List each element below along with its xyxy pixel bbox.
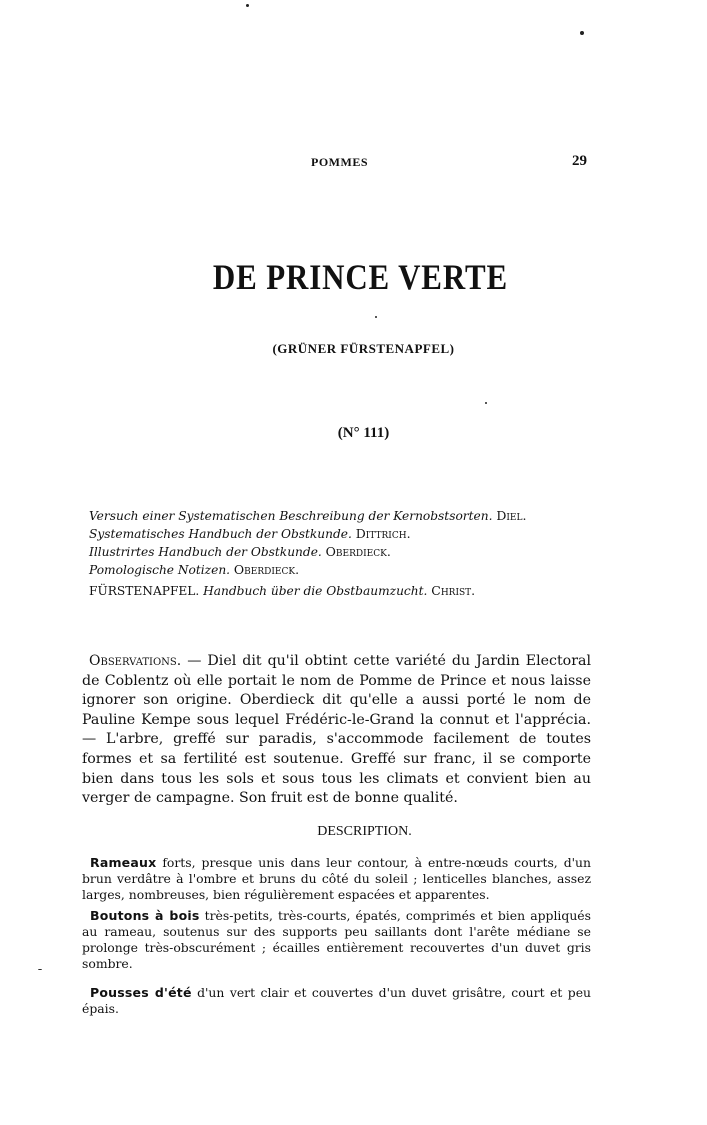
reference-author: Diel. (496, 508, 527, 523)
reference-item (89, 582, 609, 600)
variety-title: DE PRINCE VERTE (212, 257, 508, 297)
description-term: Pousses d'été (90, 985, 192, 1000)
scan-speck (375, 316, 377, 318)
page-number: 29 (572, 153, 587, 169)
description-text: d'un vert clair et couvertes d'un duvet grisâtre, court et peu épais. (82, 985, 592, 1016)
running-head (0, 155, 707, 175)
reference-author: Christ. (431, 583, 476, 598)
reference-item (89, 507, 609, 525)
bibliography (89, 507, 609, 600)
reference-work: Systematisches Handbuch der Obstkunde. (89, 527, 352, 541)
reference-author: Oberdieck. (325, 544, 391, 559)
scan-speck (580, 31, 584, 35)
description-term: Boutons à bois (90, 908, 200, 923)
reference-work: Handbuch über die Obstbaumzucht. (203, 584, 428, 598)
reference-work: Illustrirtes Handbuch der Obstkunde. (89, 545, 322, 559)
reference-author: Dittrich. (355, 526, 411, 541)
reference-synonym: FÜRSTENAPFEL. (89, 584, 200, 598)
observations-label: Observations. (89, 653, 182, 669)
observations-text: — Diel dit qu'il obtint cette variété du Jardin Electoral de Coblentz où elle portait le nom de Pomme de Prince et nous laisse ignorer son origine. Oberdieck dit qu'elle a aussi porté le nom de Pauline Kempe sous lequel Frédéric-le-Grand la connut et l'apprécia. — L'arbre, greffé sur paradis, s'accommode facilement de toutes formes et sa fertilité est soutenue. Greffé sur franc, il se comporte bien dans tous les sols et sous tous les climats et convient bien au verger de campagne. Son fruit est de bonne qualité. (82, 653, 591, 807)
description-text: forts, presque unis dans leur contour, à entre-nœuds courts, d'un brun verdâtre à l'ombre et bruns du côté du soleil ; lenticelles blanches, assez larges, nombreuses, bien régulièrement espacées et apparentes. (82, 855, 591, 902)
reference-item (89, 525, 609, 543)
reference-work: Versuch einer Systematischen Beschreibung der Kernobstsorten. (89, 509, 493, 523)
reference-item (89, 543, 609, 561)
description-paragraph (82, 908, 591, 972)
running-head-title: POMMES (311, 155, 368, 169)
scan-speck (485, 402, 487, 404)
reference-item (89, 561, 609, 579)
scan-speck (246, 4, 249, 7)
observations-paragraph (82, 652, 591, 809)
description-term: Rameaux (90, 855, 157, 870)
scan-speck (38, 969, 42, 970)
reference-work: Pomologische Notizen. (89, 563, 231, 577)
variety-german-name: (GRÜNER FÜRSTENAPFEL) (272, 341, 455, 356)
variety-number: (N° 111) (337, 425, 390, 441)
description-heading: DESCRIPTION. (317, 824, 412, 839)
reference-author: Oberdieck. (233, 562, 300, 577)
description-text: très-petits, très-courts, épatés, comprimés et bien appliqués au rameau, soutenus sur des supports peu saillants dont l'arête médiane se prolonge très-obscurément ; écailles entièrement recouvertes d'un duvet gris sombre. (82, 908, 591, 971)
description-paragraph (82, 855, 591, 903)
description-paragraph (82, 985, 591, 1017)
